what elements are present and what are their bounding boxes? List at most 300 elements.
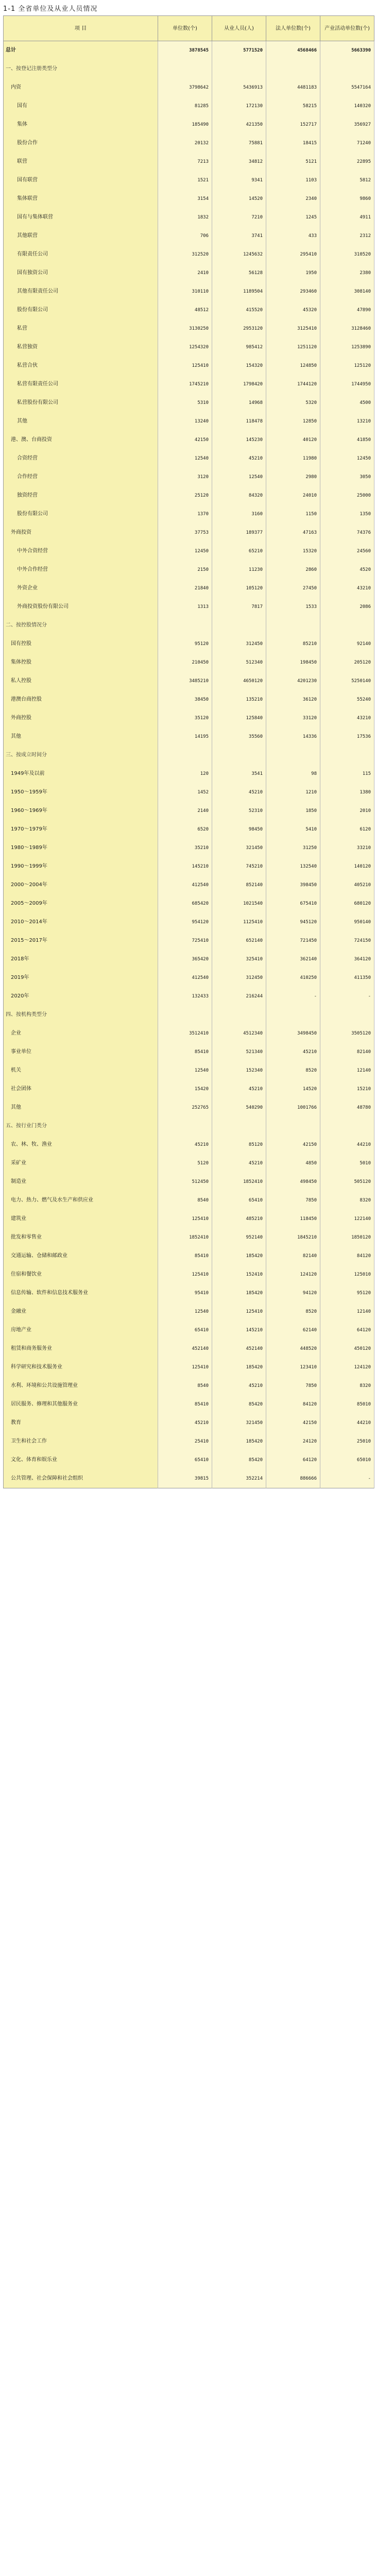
row-value-3: 4850 bbox=[266, 1154, 320, 1173]
table-row bbox=[4, 1173, 374, 1191]
row-value-4: 44210 bbox=[320, 1414, 374, 1432]
row-value-3: 1850 bbox=[266, 802, 320, 820]
row-label: 私营股份有限公司 bbox=[4, 394, 158, 412]
row-value-1: 412540 bbox=[158, 969, 212, 987]
row-value-4: 92140 bbox=[320, 635, 374, 653]
row-label: 1970～1979年 bbox=[4, 820, 158, 839]
row-value-1: 125410 bbox=[158, 1265, 212, 1284]
row-value-3: 7850 bbox=[266, 1191, 320, 1210]
row-value-1: 48512 bbox=[158, 301, 212, 319]
row-label: 合作经营 bbox=[4, 468, 158, 486]
table-row bbox=[4, 78, 374, 97]
row-value-1: 35120 bbox=[158, 709, 212, 727]
row-label: 私营合伙 bbox=[4, 357, 158, 375]
row-value-4: 205120 bbox=[320, 653, 374, 672]
row-value-1: 125410 bbox=[158, 1210, 212, 1228]
table-row bbox=[4, 709, 374, 727]
row-label: 港、澳、台商投资 bbox=[4, 431, 158, 449]
row-label: 国有 bbox=[4, 97, 158, 115]
row-value-4: 44210 bbox=[320, 1136, 374, 1154]
row-value-3: 18415 bbox=[266, 134, 320, 152]
row-value-4: 356927 bbox=[320, 115, 374, 134]
table-row bbox=[4, 1340, 374, 1358]
row-value-1: 685420 bbox=[158, 894, 212, 913]
row-value-1 bbox=[158, 746, 212, 765]
table-row bbox=[4, 894, 374, 913]
row-label: 批发和零售业 bbox=[4, 1228, 158, 1247]
row-value-2: 1189504 bbox=[212, 282, 266, 301]
header-item: 项 目 bbox=[4, 16, 158, 41]
row-value-2 bbox=[212, 616, 266, 635]
row-value-1: 81285 bbox=[158, 97, 212, 115]
row-value-1: 1254320 bbox=[158, 338, 212, 357]
row-value-3: 84120 bbox=[266, 1395, 320, 1414]
row-label: 企业 bbox=[4, 1024, 158, 1043]
row-label: 外商投资 bbox=[4, 523, 158, 542]
row-value-2 bbox=[212, 746, 266, 765]
table-row bbox=[4, 746, 374, 765]
row-value-2: 3160 bbox=[212, 505, 266, 523]
row-value-2: 84320 bbox=[212, 486, 266, 505]
row-label: 其他 bbox=[4, 727, 158, 746]
row-value-4: 5812 bbox=[320, 171, 374, 190]
row-value-4 bbox=[320, 616, 374, 635]
table-row bbox=[4, 375, 374, 394]
row-value-1: 14195 bbox=[158, 727, 212, 746]
row-value-2: 65210 bbox=[212, 542, 266, 561]
row-value-3: 5320 bbox=[266, 394, 320, 412]
row-value-2: 14968 bbox=[212, 394, 266, 412]
table-row bbox=[4, 1265, 374, 1284]
row-value-3: 12850 bbox=[266, 412, 320, 431]
row-value-2: 145210 bbox=[212, 1321, 266, 1340]
row-value-3: 398450 bbox=[266, 876, 320, 894]
row-value-3: 14520 bbox=[266, 1080, 320, 1098]
table-row bbox=[4, 1247, 374, 1265]
row-value-1: 2140 bbox=[158, 802, 212, 820]
table-row bbox=[4, 1302, 374, 1321]
row-value-1: 45210 bbox=[158, 1136, 212, 1154]
row-value-3: 198450 bbox=[266, 653, 320, 672]
row-value-3: 1245 bbox=[266, 208, 320, 227]
row-value-3 bbox=[266, 746, 320, 765]
table-row bbox=[4, 431, 374, 449]
row-value-3: 94120 bbox=[266, 1284, 320, 1302]
row-value-1: 252765 bbox=[158, 1098, 212, 1117]
row-label: 股份合作 bbox=[4, 134, 158, 152]
row-label: 农、林、牧、渔业 bbox=[4, 1136, 158, 1154]
row-label: 私人控股 bbox=[4, 672, 158, 690]
row-value-2: 45210 bbox=[212, 1154, 266, 1173]
row-value-4: 4911 bbox=[320, 208, 374, 227]
row-value-2: 98450 bbox=[212, 820, 266, 839]
row-value-1: 3512410 bbox=[158, 1024, 212, 1043]
row-value-3 bbox=[266, 616, 320, 635]
row-value-4: 8320 bbox=[320, 1191, 374, 1210]
row-value-3: 14336 bbox=[266, 727, 320, 746]
table-row bbox=[4, 839, 374, 857]
table-row bbox=[4, 1210, 374, 1228]
row-value-3: 11980 bbox=[266, 449, 320, 468]
row-value-3: 8520 bbox=[266, 1302, 320, 1321]
table-row bbox=[4, 635, 374, 653]
table-row bbox=[4, 1377, 374, 1395]
row-value-3: 2860 bbox=[266, 561, 320, 579]
row-value-1: 20132 bbox=[158, 134, 212, 152]
row-value-4: 680120 bbox=[320, 894, 374, 913]
row-value-3: 721450 bbox=[266, 931, 320, 950]
row-value-3: 295410 bbox=[266, 245, 320, 264]
table-row bbox=[4, 319, 374, 338]
row-value-2: 185420 bbox=[212, 1284, 266, 1302]
row-value-3 bbox=[266, 1117, 320, 1136]
row-label: 卫生和社会工作 bbox=[4, 1432, 158, 1451]
row-label: 2020年 bbox=[4, 987, 158, 1006]
row-label: 房地产业 bbox=[4, 1321, 158, 1340]
row-value-4: 405210 bbox=[320, 876, 374, 894]
row-value-2: 45210 bbox=[212, 449, 266, 468]
row-value-2: 216244 bbox=[212, 987, 266, 1006]
row-value-2: 1852410 bbox=[212, 1173, 266, 1191]
table-row bbox=[4, 227, 374, 245]
row-value-2: 35560 bbox=[212, 727, 266, 746]
row-value-2: 34812 bbox=[212, 152, 266, 171]
table-row bbox=[4, 931, 374, 950]
row-label: 文化、体育和娱乐业 bbox=[4, 1451, 158, 1469]
row-value-4: 6120 bbox=[320, 820, 374, 839]
row-value-2: 45210 bbox=[212, 1377, 266, 1395]
row-value-1: 2410 bbox=[158, 264, 212, 282]
row-value-1: 3120 bbox=[158, 468, 212, 486]
row-value-4 bbox=[320, 60, 374, 78]
table-row bbox=[4, 672, 374, 690]
table-row bbox=[4, 1432, 374, 1451]
row-value-4: 43210 bbox=[320, 579, 374, 598]
table-row bbox=[4, 1228, 374, 1247]
row-value-2: 1021540 bbox=[212, 894, 266, 913]
row-value-4: 1380 bbox=[320, 783, 374, 802]
row-value-3: 945120 bbox=[266, 913, 320, 931]
row-value-1: 39815 bbox=[158, 1469, 212, 1488]
row-label: 机关 bbox=[4, 1061, 158, 1080]
table-row bbox=[4, 1191, 374, 1210]
row-value-3: 124120 bbox=[266, 1265, 320, 1284]
table-row bbox=[4, 1469, 374, 1488]
row-value-4: 12140 bbox=[320, 1061, 374, 1080]
row-value-4: 12140 bbox=[320, 1302, 374, 1321]
row-value-3: 7850 bbox=[266, 1377, 320, 1395]
row-label: 有限责任公司 bbox=[4, 245, 158, 264]
row-value-3: 1845210 bbox=[266, 1228, 320, 1247]
row-value-4: 2086 bbox=[320, 598, 374, 616]
row-label: 1990～1999年 bbox=[4, 857, 158, 876]
row-value-1: 3878545 bbox=[158, 41, 212, 60]
row-value-1: 120 bbox=[158, 765, 212, 783]
row-label: 公共管理、社会保障和社会组织 bbox=[4, 1469, 158, 1488]
row-value-2: 4512340 bbox=[212, 1024, 266, 1043]
row-value-1: 3154 bbox=[158, 190, 212, 208]
row-value-1: 7213 bbox=[158, 152, 212, 171]
row-value-2: 7210 bbox=[212, 208, 266, 227]
row-value-2: 421350 bbox=[212, 115, 266, 134]
row-value-3: 27450 bbox=[266, 579, 320, 598]
table-row bbox=[4, 950, 374, 969]
table-row bbox=[4, 245, 374, 264]
header-unit-count: 单位数(个) bbox=[158, 16, 212, 41]
row-value-4: 1253890 bbox=[320, 338, 374, 357]
table-row bbox=[4, 1154, 374, 1173]
row-value-1: 1370 bbox=[158, 505, 212, 523]
row-value-1: 85410 bbox=[158, 1247, 212, 1265]
table-row bbox=[4, 1451, 374, 1469]
row-value-1: 65410 bbox=[158, 1451, 212, 1469]
table-row bbox=[4, 561, 374, 579]
row-value-1: 85410 bbox=[158, 1043, 212, 1061]
row-value-3: 448520 bbox=[266, 1340, 320, 1358]
table-row bbox=[4, 876, 374, 894]
row-value-4: 25000 bbox=[320, 486, 374, 505]
row-value-4: 308140 bbox=[320, 282, 374, 301]
row-value-2: 3541 bbox=[212, 765, 266, 783]
row-value-2: 189377 bbox=[212, 523, 266, 542]
row-value-1: 725410 bbox=[158, 931, 212, 950]
row-value-4: 2380 bbox=[320, 264, 374, 282]
row-value-2: 352214 bbox=[212, 1469, 266, 1488]
row-value-2: 312450 bbox=[212, 969, 266, 987]
table-row bbox=[4, 412, 374, 431]
row-value-2: 85420 bbox=[212, 1395, 266, 1414]
row-value-2: 185420 bbox=[212, 1247, 266, 1265]
row-value-1: 706 bbox=[158, 227, 212, 245]
row-value-4: 85010 bbox=[320, 1395, 374, 1414]
row-value-2: 152410 bbox=[212, 1265, 266, 1284]
row-label: 联营 bbox=[4, 152, 158, 171]
row-value-4: 5663390 bbox=[320, 41, 374, 60]
row-value-4: 65010 bbox=[320, 1451, 374, 1469]
row-label: 1960～1969年 bbox=[4, 802, 158, 820]
row-value-2: 1798420 bbox=[212, 375, 266, 394]
row-value-3: 124850 bbox=[266, 357, 320, 375]
row-value-2: 5771520 bbox=[212, 41, 266, 60]
row-value-3 bbox=[266, 1006, 320, 1024]
row-value-3: 24010 bbox=[266, 486, 320, 505]
row-value-4 bbox=[320, 1006, 374, 1024]
row-value-1: 412540 bbox=[158, 876, 212, 894]
row-label: 总计 bbox=[4, 41, 158, 60]
row-value-4: 450120 bbox=[320, 1340, 374, 1358]
row-value-2: 14520 bbox=[212, 190, 266, 208]
row-value-4: 48780 bbox=[320, 1098, 374, 1117]
table-row bbox=[4, 542, 374, 561]
row-label: 私营独资 bbox=[4, 338, 158, 357]
row-label: 金融业 bbox=[4, 1302, 158, 1321]
row-value-2: 321450 bbox=[212, 839, 266, 857]
row-label: 私营 bbox=[4, 319, 158, 338]
table-row bbox=[4, 765, 374, 783]
header-employees: 从业人员(人) bbox=[212, 16, 266, 41]
table-row bbox=[4, 449, 374, 468]
row-value-2: 105120 bbox=[212, 579, 266, 598]
row-label: 三、按成立时间分 bbox=[4, 746, 158, 765]
row-label: 独资经营 bbox=[4, 486, 158, 505]
row-value-2: 521340 bbox=[212, 1043, 266, 1061]
table-row bbox=[4, 115, 374, 134]
row-value-4: 33210 bbox=[320, 839, 374, 857]
row-label: 采矿业 bbox=[4, 1154, 158, 1173]
row-value-2 bbox=[212, 1117, 266, 1136]
row-label: 居民服务、修理和其他服务业 bbox=[4, 1395, 158, 1414]
table-row bbox=[4, 60, 374, 78]
row-value-1: 210450 bbox=[158, 653, 212, 672]
table-row bbox=[4, 97, 374, 115]
header-legal-units: 法人单位数(个) bbox=[266, 16, 320, 41]
row-value-4: 95120 bbox=[320, 1284, 374, 1302]
row-value-2: 485210 bbox=[212, 1210, 266, 1228]
row-value-2: 3741 bbox=[212, 227, 266, 245]
row-value-1: 1521 bbox=[158, 171, 212, 190]
table-row bbox=[4, 1043, 374, 1061]
row-label: 集体联营 bbox=[4, 190, 158, 208]
table-row bbox=[4, 1117, 374, 1136]
table-row bbox=[4, 171, 374, 190]
row-value-4: 310520 bbox=[320, 245, 374, 264]
row-value-3: 2980 bbox=[266, 468, 320, 486]
row-value-4: 74376 bbox=[320, 523, 374, 542]
row-label: 国有独资公司 bbox=[4, 264, 158, 282]
row-value-2: 745210 bbox=[212, 857, 266, 876]
row-value-4: 5010 bbox=[320, 1154, 374, 1173]
row-value-3: 675410 bbox=[266, 894, 320, 913]
row-value-4: 43210 bbox=[320, 709, 374, 727]
table-row bbox=[4, 579, 374, 598]
table-row bbox=[4, 1284, 374, 1302]
table-row bbox=[4, 1006, 374, 1024]
row-value-4: 3050 bbox=[320, 468, 374, 486]
row-label: 电力、热力、燃气及水生产和供应业 bbox=[4, 1191, 158, 1210]
row-value-3: 4481183 bbox=[266, 78, 320, 97]
row-value-1 bbox=[158, 1117, 212, 1136]
row-value-3: 15320 bbox=[266, 542, 320, 561]
row-value-3: 62140 bbox=[266, 1321, 320, 1340]
row-value-1: 1452 bbox=[158, 783, 212, 802]
table-row bbox=[4, 1358, 374, 1377]
table-body bbox=[4, 41, 374, 1488]
row-value-3: 1744120 bbox=[266, 375, 320, 394]
row-value-1: 365420 bbox=[158, 950, 212, 969]
row-value-3: 82140 bbox=[266, 1247, 320, 1265]
table-row bbox=[4, 653, 374, 672]
row-value-3: 40120 bbox=[266, 431, 320, 449]
row-value-3: 1533 bbox=[266, 598, 320, 616]
row-label: 租赁和商务服务业 bbox=[4, 1340, 158, 1358]
row-value-4: 125120 bbox=[320, 357, 374, 375]
row-value-3: 118450 bbox=[266, 1210, 320, 1228]
row-value-4: 5547164 bbox=[320, 78, 374, 97]
row-value-2: 985412 bbox=[212, 338, 266, 357]
table-row bbox=[4, 616, 374, 635]
row-label: 国有与集体联营 bbox=[4, 208, 158, 227]
row-value-2: 145230 bbox=[212, 431, 266, 449]
row-value-3: 31250 bbox=[266, 839, 320, 857]
row-value-2: 125840 bbox=[212, 709, 266, 727]
row-label: 1980～1989年 bbox=[4, 839, 158, 857]
table-row bbox=[4, 690, 374, 709]
table-row bbox=[4, 301, 374, 319]
row-value-1: 95410 bbox=[158, 1284, 212, 1302]
row-label: 集体控股 bbox=[4, 653, 158, 672]
row-value-3: 98 bbox=[266, 765, 320, 783]
table-row bbox=[4, 1395, 374, 1414]
row-value-4: 125010 bbox=[320, 1265, 374, 1284]
header-activity-units: 产业活动单位数(个) bbox=[320, 16, 374, 41]
row-value-2: 11230 bbox=[212, 561, 266, 579]
row-value-4: 2010 bbox=[320, 802, 374, 820]
row-value-1: 25410 bbox=[158, 1432, 212, 1451]
row-value-3: 1001766 bbox=[266, 1098, 320, 1117]
row-value-1: 13240 bbox=[158, 412, 212, 431]
row-value-4: 1744950 bbox=[320, 375, 374, 394]
row-value-2: 45210 bbox=[212, 1080, 266, 1098]
table-row bbox=[4, 1080, 374, 1098]
row-value-3: - bbox=[266, 987, 320, 1006]
row-value-4: - bbox=[320, 1469, 374, 1488]
row-value-2: 185420 bbox=[212, 1358, 266, 1377]
row-value-2: 652140 bbox=[212, 931, 266, 950]
row-label: 其他有限责任公司 bbox=[4, 282, 158, 301]
row-value-3: 1950 bbox=[266, 264, 320, 282]
row-value-3: 1251120 bbox=[266, 338, 320, 357]
row-value-1: 15420 bbox=[158, 1080, 212, 1098]
row-value-2: 512340 bbox=[212, 653, 266, 672]
row-value-4: 15210 bbox=[320, 1080, 374, 1098]
row-value-2 bbox=[212, 1006, 266, 1024]
row-label: 四、按机构类型分 bbox=[4, 1006, 158, 1024]
row-value-4: 505120 bbox=[320, 1173, 374, 1191]
table-row bbox=[4, 969, 374, 987]
table-row bbox=[4, 1414, 374, 1432]
row-label: 集体 bbox=[4, 115, 158, 134]
row-value-2: 452140 bbox=[212, 1340, 266, 1358]
row-label: 教育 bbox=[4, 1414, 158, 1432]
row-value-4 bbox=[320, 1117, 374, 1136]
row-value-4: 124120 bbox=[320, 1358, 374, 1377]
table-row bbox=[4, 913, 374, 931]
table-row bbox=[4, 802, 374, 820]
row-value-1 bbox=[158, 60, 212, 78]
row-value-3: 4201230 bbox=[266, 672, 320, 690]
row-value-4: 4500 bbox=[320, 394, 374, 412]
table-row bbox=[4, 987, 374, 1006]
row-value-4: 47890 bbox=[320, 301, 374, 319]
row-label: 信息传输、软件和信息技术服务业 bbox=[4, 1284, 158, 1302]
row-label: 其他联营 bbox=[4, 227, 158, 245]
table-row bbox=[4, 505, 374, 523]
table-row bbox=[4, 152, 374, 171]
row-value-1: 5120 bbox=[158, 1154, 212, 1173]
row-value-1: 38450 bbox=[158, 690, 212, 709]
row-value-4: 22895 bbox=[320, 152, 374, 171]
row-label: 国有联营 bbox=[4, 171, 158, 190]
row-value-2: 415520 bbox=[212, 301, 266, 319]
row-value-3: 8520 bbox=[266, 1061, 320, 1080]
table-row bbox=[4, 190, 374, 208]
row-value-1: 1313 bbox=[158, 598, 212, 616]
row-value-4: 4520 bbox=[320, 561, 374, 579]
row-value-1: 2150 bbox=[158, 561, 212, 579]
row-value-3: 433 bbox=[266, 227, 320, 245]
row-value-1: 65410 bbox=[158, 1321, 212, 1340]
row-label: 建筑业 bbox=[4, 1210, 158, 1228]
